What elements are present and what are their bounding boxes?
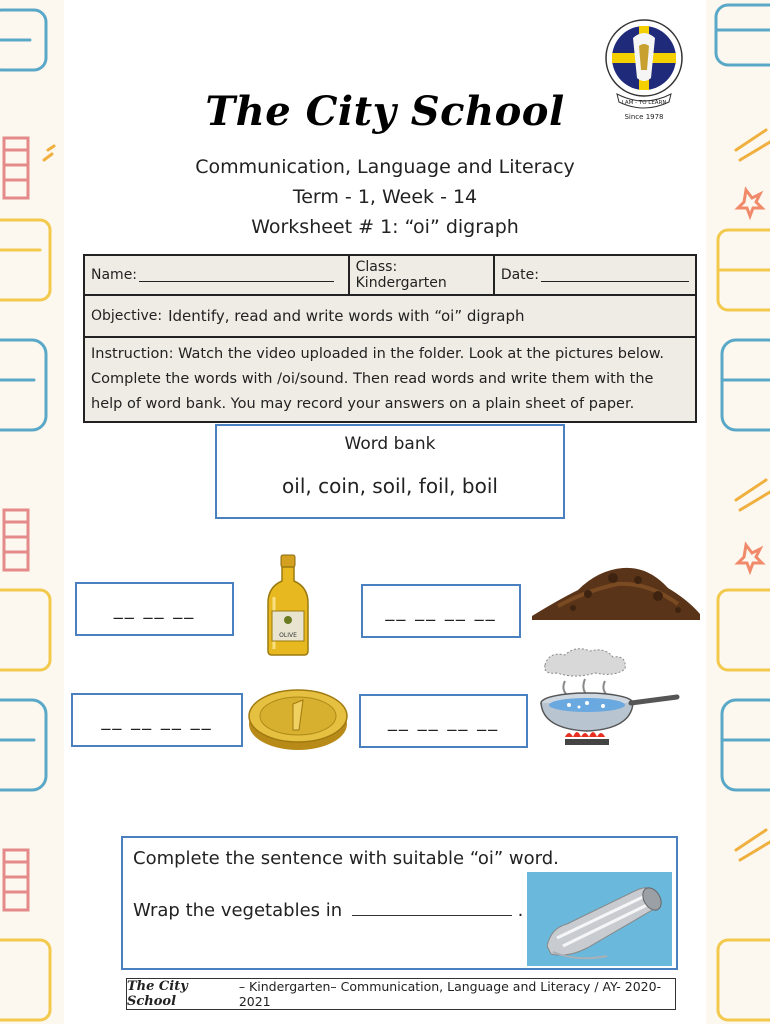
oil-answer-box[interactable]: __ __ __ xyxy=(75,582,234,636)
objective-label: Objective: xyxy=(91,308,163,324)
coin-answer-box[interactable]: __ __ __ __ xyxy=(71,693,243,747)
boil-answer-box[interactable]: __ __ __ __ xyxy=(359,694,528,748)
soil-answer-box[interactable]: __ __ __ __ xyxy=(361,584,521,638)
left-decorative-border xyxy=(0,0,64,1024)
date-cell[interactable] xyxy=(495,256,695,294)
coin-image xyxy=(247,682,349,752)
school-title: The City School xyxy=(205,88,565,135)
class-cell xyxy=(350,256,495,294)
olive-label-text: OLIVE xyxy=(279,632,297,639)
logo-motto: I AM - TO LEARN xyxy=(621,100,667,106)
worksheet-heading: Worksheet # 1: “oi” digraph xyxy=(251,216,519,238)
boiling-pot-image xyxy=(535,645,680,751)
instruction-text: Instruction: Watch the video uploaded in the folder. Look at the pictures below. Complete the words with /oi/sound. Then read words and write them with the help of word bank. You may record your answers on a plain sheet of paper. xyxy=(91,346,664,412)
objective-row xyxy=(85,296,695,338)
soil-pile-image xyxy=(528,560,704,624)
sentence-text: Wrap the vegetables in xyxy=(133,900,343,921)
word-bank-title: Word bank xyxy=(344,434,436,454)
name-label: Name: xyxy=(91,267,138,283)
sentence-end: . xyxy=(517,900,524,921)
aluminium-foil-image xyxy=(527,872,672,966)
info-table xyxy=(83,254,697,423)
word-bank-box xyxy=(215,424,565,519)
objective-text: Identify, read and write words with “oi” digraph xyxy=(168,307,525,325)
date-blank[interactable] xyxy=(541,268,689,282)
logo-since: Since 1978 xyxy=(624,113,664,121)
footer-brand: The City School xyxy=(127,979,188,1009)
footer-bar xyxy=(126,978,676,1010)
sentence-instruction: Complete the sentence with suitable “oi” word. xyxy=(133,848,559,869)
footer-text: – Kindergarten– Communication, Language and Literacy / AY- 2020-2021 xyxy=(238,979,662,1009)
olive-oil-bottle-image xyxy=(262,553,314,657)
right-decorative-border xyxy=(706,0,770,1024)
sentence-line xyxy=(133,900,523,921)
info-row-top xyxy=(85,256,695,296)
subject-heading: Communication, Language and Literacy xyxy=(195,156,575,178)
name-blank[interactable] xyxy=(139,268,334,282)
date-label: Date: xyxy=(500,267,539,283)
term-week-heading: Term - 1, Week - 14 xyxy=(292,186,478,208)
sentence-blank[interactable] xyxy=(352,900,512,916)
class-label: Class: Kindergarten xyxy=(355,259,447,291)
word-bank-words: oil, coin, soil, foil, boil xyxy=(282,474,498,498)
name-cell[interactable] xyxy=(85,256,350,294)
